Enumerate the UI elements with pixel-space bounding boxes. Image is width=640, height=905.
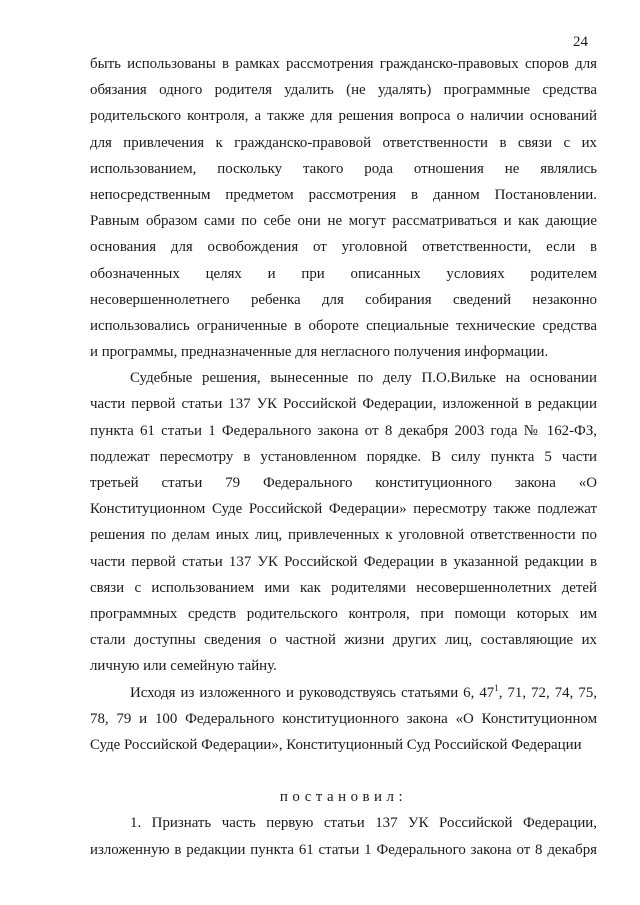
- text-line: решения по делам иных лиц, привлеченных к уголовной ответственности по: [90, 527, 597, 544]
- paragraph-3: [90, 680, 597, 759]
- text-line: подлежат пересмотру в установленном порядке. В силу пункта 5 части: [90, 448, 597, 465]
- page-number: 24: [573, 34, 588, 50]
- paragraph-2: [90, 365, 597, 679]
- paragraph-1: [90, 51, 597, 365]
- text-line: обозначенных целях и при описанных условиях родителем: [90, 265, 597, 282]
- paragraph-4: [90, 810, 597, 862]
- text-line: [90, 680, 597, 706]
- text-line: и программы, предназначенные для негласного получения информации.: [90, 344, 549, 361]
- text-line: Равным образом сами по себе они не могут рассматриваться и как дающие: [90, 213, 597, 230]
- text-line: части первой статьи 137 УК Российской Федерации, изложенной в редакции: [90, 396, 597, 413]
- text-line: связи с использованием ими как родителями несовершеннолетних детей: [90, 579, 597, 596]
- text-line: стали доступны сведения о частной жизни других лиц, составляющие их: [90, 632, 597, 649]
- text-line: для привлечения к гражданско-правовой ответственности в связи с их: [90, 134, 597, 151]
- text-fragment: , 71, 72, 74, 75,: [498, 684, 597, 701]
- text-line: основания для освобождения от уголовной ответственности, если в: [90, 239, 597, 256]
- text-line: изложенную в редакции пункта 61 статьи 1 Федерального закона от 8 декабря: [90, 841, 597, 858]
- text-line: использованием, поскольку такого рода отношения не являлись: [90, 160, 597, 177]
- text-line: 1. Признать часть первую статьи 137 УК Российской Федерации,: [130, 815, 597, 832]
- text-line: несовершеннолетнего ребенка для собирания сведений незаконно: [90, 291, 597, 308]
- text-line: Судебные решения, вынесенные по делу П.О.Вильке на основании: [130, 370, 597, 387]
- text-line: Суде Российской Федерации», Конституционный Суд Российской Федерации: [90, 736, 582, 753]
- document-body: [90, 51, 597, 863]
- spacer: [90, 758, 597, 784]
- text-line: 78, 79 и 100 Федерального конституционного закона «О Конституционном: [90, 710, 597, 727]
- text-line: использовались ограниченные в обороте специальные технические средства: [90, 317, 597, 334]
- text-line: обязания одного родителя удалить (не удалять) программные средства: [90, 82, 597, 99]
- text-line: непосредственным предметом рассмотрения в данном Постановлении.: [90, 186, 597, 203]
- text-line: третьей статьи 79 Федерального конституционного закона «О: [90, 475, 597, 491]
- resolution-heading: постановил:: [279, 789, 408, 806]
- text-line: пункта 61 статьи 1 Федерального закона от 8 декабря 2003 года № 162-ФЗ,: [90, 422, 597, 439]
- text-fragment: Исходя из изложенного и руководствуясь статьями 6, 47: [130, 684, 495, 701]
- text-line: родительского контроля, а также для решения вопроса о наличии оснований: [90, 108, 597, 125]
- text-line: личную или семейную тайну.: [90, 658, 277, 675]
- text-line: программных средств родительского контроля, при помощи которых им: [90, 605, 597, 622]
- superscript: 1: [494, 682, 499, 693]
- text-line: Конституционном Суде Российской Федерации» пересмотру также подлежат: [90, 501, 597, 518]
- text-line: быть использованы в рамках рассмотрения гражданско-правовых споров для: [90, 56, 597, 72]
- text-line: части первой статьи 137 УК Российской Федерации в указанной редакции в: [90, 553, 597, 570]
